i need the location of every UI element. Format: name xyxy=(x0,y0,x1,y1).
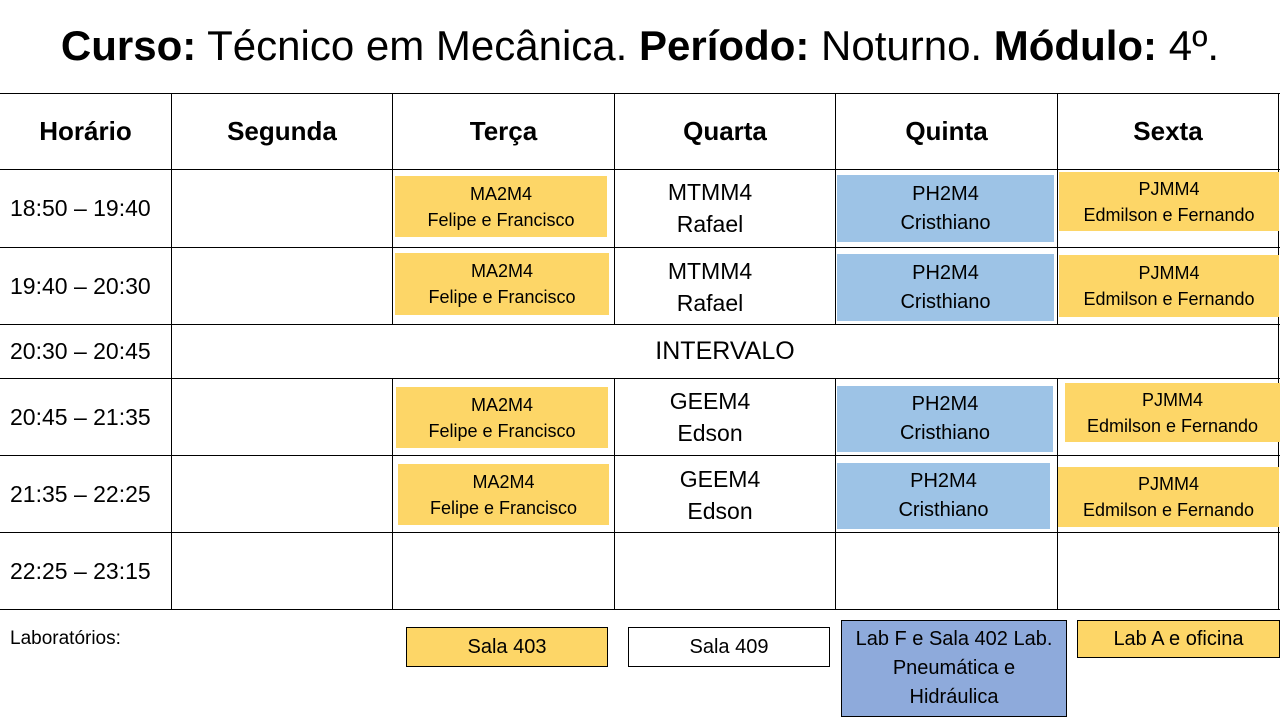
header-quarta: Quarta xyxy=(683,116,767,146)
class-code: MTMM4 xyxy=(667,179,753,205)
legend-lab-f-sala-402: Lab F e Sala 402 Lab. Pneumática e Hidráulica xyxy=(841,620,1067,717)
class-teacher: Felipe e Francisco xyxy=(427,209,575,230)
table-line xyxy=(0,169,1280,170)
class-teacher: Edmilson e Fernando xyxy=(1086,415,1259,436)
class-teacher: Edmilson e Fernando xyxy=(1083,289,1255,309)
class-block-terca xyxy=(398,464,609,525)
class-code: GEEM4 xyxy=(679,466,761,492)
modulo-label: Módulo: xyxy=(993,22,1158,69)
modulo-value: 4º. xyxy=(1168,22,1220,69)
class-code: MTMM4 xyxy=(667,258,753,284)
class-block-terca xyxy=(396,387,608,448)
time-slot: 18:50 – 19:40 xyxy=(10,195,151,221)
class-teacher: Rafael xyxy=(676,211,744,237)
table-line xyxy=(0,532,1280,533)
class-code: PJMM4 xyxy=(1137,474,1199,494)
table-line xyxy=(0,247,1280,248)
class-teacher: Felipe e Francisco xyxy=(428,287,576,307)
class-block-quarta xyxy=(615,176,805,240)
class-teacher: Edmilson e Fernando xyxy=(1082,500,1255,520)
class-teacher: Cristhiano xyxy=(899,422,991,444)
class-block-sexta xyxy=(1058,467,1279,527)
legend-sala-409: Sala 409 xyxy=(628,627,830,667)
class-block-quinta xyxy=(837,175,1054,242)
table-line xyxy=(0,455,1280,456)
class-teacher: Rafael xyxy=(676,290,744,316)
class-block-quinta xyxy=(837,386,1053,452)
class-code: PJMM4 xyxy=(1138,178,1200,199)
class-code: PJMM4 xyxy=(1141,389,1203,410)
laboratorios-label: Laboratórios: xyxy=(10,628,121,649)
periodo-label: Período: xyxy=(639,22,810,69)
class-teacher: Felipe e Francisco xyxy=(429,497,578,518)
curso-label: Curso: xyxy=(60,22,197,69)
class-code: MA2M4 xyxy=(469,183,532,204)
time-slot: 20:45 – 21:35 xyxy=(10,403,151,430)
class-block-terca xyxy=(395,176,607,237)
time-slot: 22:25 – 23:15 xyxy=(10,557,151,584)
class-teacher: Cristhiano xyxy=(898,499,989,521)
class-code: PH2M4 xyxy=(911,393,979,415)
header-segunda: Segunda xyxy=(227,116,337,146)
class-block-sexta xyxy=(1059,255,1279,317)
class-teacher: Cristhiano xyxy=(900,290,991,313)
class-code: PH2M4 xyxy=(912,261,979,284)
header-sexta: Sexta xyxy=(1133,116,1203,146)
class-teacher: Cristhiano xyxy=(900,211,991,234)
class-code: PH2M4 xyxy=(910,470,977,492)
class-block-quarta xyxy=(620,463,820,527)
header-terca: Terça xyxy=(469,116,538,146)
header-quinta: Quinta xyxy=(905,116,988,146)
class-block-sexta xyxy=(1059,172,1279,231)
class-code: GEEM4 xyxy=(669,388,751,414)
table-line xyxy=(392,378,393,610)
class-code: PJMM4 xyxy=(1138,263,1200,283)
class-teacher: Felipe e Francisco xyxy=(428,420,576,441)
class-code: MA2M4 xyxy=(470,261,533,281)
header-horario: Horário xyxy=(39,116,132,146)
class-code: MA2M4 xyxy=(470,394,533,415)
time-slot: 21:35 – 22:25 xyxy=(10,480,151,507)
table-line xyxy=(1278,93,1279,610)
class-block-quinta xyxy=(837,254,1054,321)
legend-lab-a-oficina: Lab A e oficina xyxy=(1077,620,1280,658)
class-code: PH2M4 xyxy=(912,182,979,205)
table-line xyxy=(835,378,836,610)
time-slot: 20:30 – 20:45 xyxy=(10,338,151,364)
table-line xyxy=(0,609,1280,610)
class-teacher: Edson xyxy=(677,420,743,446)
class-block-quinta xyxy=(837,463,1050,529)
class-block-quarta xyxy=(615,385,805,449)
class-teacher: Edson xyxy=(687,498,753,524)
time-slot: 19:40 – 20:30 xyxy=(10,272,151,299)
class-block-terca xyxy=(395,253,609,315)
legend-sala-403: Sala 403 xyxy=(406,627,608,667)
curso-value: Técnico em Mecânica. xyxy=(207,22,628,69)
intervalo-label: INTERVALO xyxy=(655,337,795,365)
periodo-value: Noturno. xyxy=(821,22,983,69)
class-code: MA2M4 xyxy=(472,471,535,492)
class-teacher: Edmilson e Fernando xyxy=(1083,204,1255,225)
class-block-sexta xyxy=(1065,383,1280,442)
class-block-quarta xyxy=(615,255,805,319)
table-line xyxy=(0,378,1280,379)
